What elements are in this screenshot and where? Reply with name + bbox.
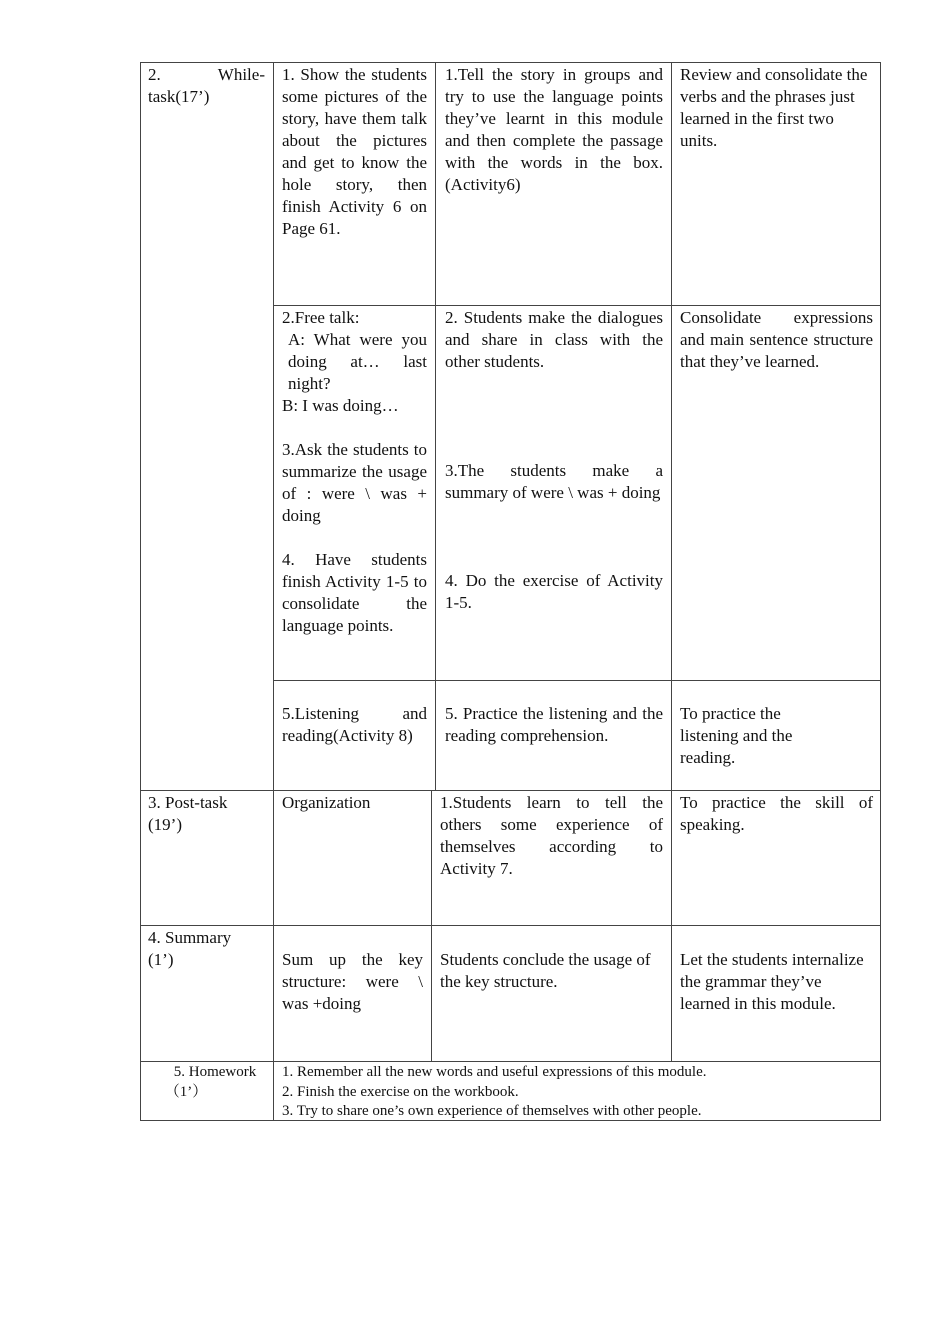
summary-purpose: Let the students internalize the grammar they’ve learned in this module. [680,950,864,1013]
while-task-students-2b: 3.The students make a summary of were \ was + doing [445,461,663,502]
while-task-students-2c: 4. Do the exercise of Activity 1-5. [445,571,663,612]
while-task-students-2a: 2. Students make the dialogues and share in class with the other students. [445,308,663,371]
homework-item: 2. Finish the exercise on the workbook. [282,1083,519,1100]
while-task-students-1: 1.Tell the story in groups and try to use the language points they’ve learnt in this module and then complete the passage with the words in the box.(Activity6) [445,65,663,194]
free-talk-question: A: What were you doing at… last night? [288,330,427,393]
summary-stage: 4. Summary (1’) [148,928,232,969]
homework-item: 3. Try to share one’s own experience of themselves with other people. [282,1103,702,1119]
table-border-right [880,62,881,1121]
homework-list [282,1063,877,1122]
while-task-purpose-2: Consolidate expressions and main sentence structure that they’ve learned. [680,308,873,371]
table-border-top [140,62,881,63]
while-task-purpose-1: Review and consolidate the verbs and the phrases just learned in the first two units. [680,65,868,150]
post-task-stage: 3. Post-task (19’) [148,793,228,834]
while-task-stage: 2. While-task(17’) [148,65,265,106]
free-talk-title: 2.Free talk: [282,308,360,327]
col-line-1 [273,62,274,1121]
summary-teacher: Sum up the key structure: were \ was +doing [282,950,423,1013]
homework-stage-label: 5. Homework [173,1064,257,1080]
post-task-students: 1.Students learn to tell the others some experience of themselves according to Activity 7. [440,793,663,878]
while-task-students-3: 5. Practice the listening and the reading comprehension. [445,704,663,745]
summarize-instruction: 3.Ask the students to summarize the usage of : were \ was + doing [282,440,427,525]
post-task-purpose: To practice the skill of speaking. [680,793,873,834]
activity-instruction: 4. Have students finish Activity 1-5 to consolidate the language points. [282,550,427,635]
free-talk-answer: B: I was doing… [282,396,399,415]
col-line-3 [671,62,672,1062]
while-task-teacher-1: 1. Show the students some pictures of the story, have them talk about the pictures and get to know the hole story, then finish Activity 6 on Page 61. [282,65,427,238]
while-task-teacher-2 [282,307,427,637]
post-task-teacher: Organization [282,793,371,812]
row-line-inner-2 [273,680,881,681]
summary-students: Students conclude the usage of the key structure. [440,950,651,991]
row-line-post-task [140,790,881,791]
while-task-purpose-3: To practice the listening and the reading. [680,704,793,767]
row-line-inner-1 [273,305,881,306]
homework-stage [146,1063,270,1102]
row-line-homework [140,1061,881,1062]
row-line-summary [140,925,881,926]
while-task-teacher-3: 5.Listening and reading(Activity 8) [282,704,427,745]
homework-item: 1. Remember all the new words and useful expressions of this module. [282,1064,707,1080]
col-line-2-lower [431,790,432,1062]
homework-stage-time: （1’） [164,1083,208,1100]
table-border-left [140,62,141,1121]
